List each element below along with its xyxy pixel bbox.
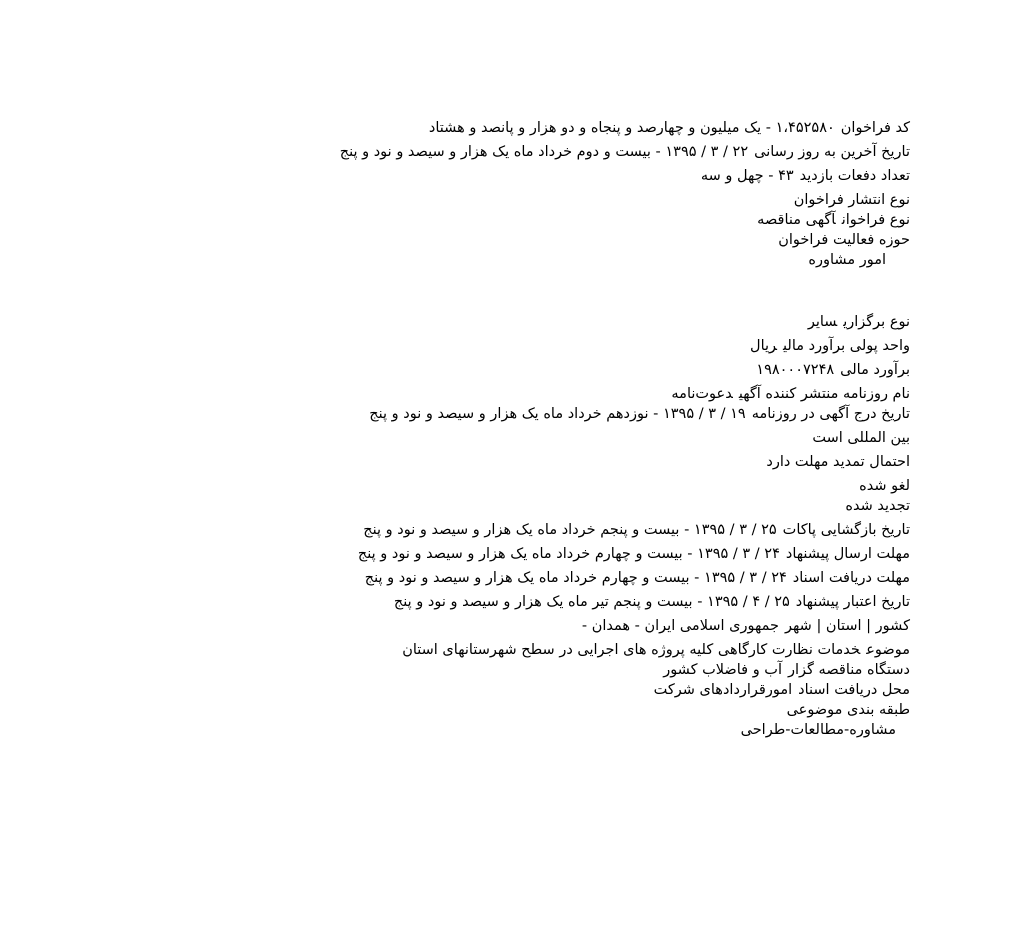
docs-place-row bbox=[190, 680, 910, 700]
international-row bbox=[190, 428, 910, 448]
organizer-value: آب و فاضلاب کشور bbox=[663, 662, 782, 678]
validity-row bbox=[190, 592, 910, 612]
extension-flag: احتمال تمدید مهلت دارد bbox=[766, 454, 910, 470]
docs-place-value: امورقراردادهای شرکت bbox=[653, 682, 793, 698]
currency-label: واحد پولی برآورد مالی bbox=[783, 338, 910, 354]
newspaper-date-row bbox=[190, 404, 910, 424]
subject-value: خدمات نظارت کارگاهی کلیه پروژه های اجرایی در سطح شهرستانهای استان bbox=[402, 642, 861, 658]
subject-row bbox=[190, 640, 910, 660]
extension-row bbox=[190, 452, 910, 472]
call-code-row bbox=[190, 118, 910, 138]
holding-type-label: نوع برگزاری bbox=[843, 314, 910, 330]
newspaper-date-value: ۱۹ / ۳ / ۱۳۹۵ - نوزدهم خرداد ماه یک هزار و سیصد و نود و پنج bbox=[369, 406, 746, 422]
opening-date-value: ۲۵ / ۳ / ۱۳۹۵ - بیست و پنجم خرداد ماه یک هزار و سیصد و نود و پنج bbox=[363, 522, 777, 538]
newspaper-value: دعوت‌نامه bbox=[671, 386, 733, 402]
call-type-row bbox=[190, 210, 910, 230]
publish-type-label: نوع انتشار فراخوان bbox=[793, 192, 910, 208]
holding-type-row bbox=[190, 312, 910, 332]
category-label: طبقه بندی موضوعی bbox=[786, 702, 910, 718]
estimate-value: ۱۹۸۰۰۰۷۲۴۸ bbox=[756, 362, 835, 378]
category-row bbox=[190, 700, 910, 720]
currency-row bbox=[190, 336, 910, 356]
location-row bbox=[190, 616, 910, 636]
publish-type-row bbox=[190, 190, 910, 210]
activity-field-label: حوزه فعالیت فراخوان bbox=[778, 232, 910, 248]
validity-value: ۲۵ / ۴ / ۱۳۹۵ - بیست و پنجم تیر ماه یک هزار و سیصد و نود و پنج bbox=[393, 594, 790, 610]
estimate-label: برآورد مالی bbox=[840, 362, 910, 378]
estimate-row bbox=[190, 360, 910, 380]
category-value-row bbox=[190, 720, 910, 740]
location-label: کشور | استان | شهر bbox=[785, 618, 910, 634]
call-type-value: آگهی مناقصه bbox=[757, 212, 836, 228]
opening-date-label: تاریخ بازگشایی پاکات bbox=[782, 522, 910, 538]
section-spacer bbox=[190, 270, 910, 312]
last-update-label: تاریخ آخرین به روز رسانی bbox=[754, 144, 910, 160]
visits-value: ۴۳ - چهل و سه bbox=[700, 168, 794, 184]
call-code-value: ۱،۴۵۲۵۸۰ - یک میلیون و چهارصد و پنجاه و دو هزار و پانصد و هشتاد bbox=[428, 120, 835, 136]
submit-deadline-label: مهلت ارسال پیشنهاد bbox=[785, 546, 910, 562]
cancelled-row bbox=[190, 476, 910, 496]
docs-deadline-row bbox=[190, 568, 910, 588]
holding-type-value: سایر bbox=[807, 314, 838, 330]
validity-label: تاریخ اعتبار پیشنهاد bbox=[795, 594, 910, 610]
subject-label: موضوع bbox=[866, 642, 910, 658]
last-update-value: ۲۲ / ۳ / ۱۳۹۵ - بیست و دوم خرداد ماه یک هزار و سیصد و نود و پنج bbox=[339, 144, 749, 160]
category-value: مشاوره-مطالعات-طراحی bbox=[740, 722, 896, 738]
docs-place-label: محل دریافت اسناد bbox=[798, 682, 910, 698]
activity-field-value: امور مشاوره bbox=[808, 252, 886, 268]
newspaper-row bbox=[190, 384, 910, 404]
currency-value: ریال bbox=[750, 338, 778, 354]
tender-details bbox=[190, 118, 910, 740]
renewed-row bbox=[190, 496, 910, 516]
visits-label: تعداد دفعات بازدید bbox=[799, 168, 910, 184]
newspaper-label: نام روزنامه منتشر کننده آگهی bbox=[738, 386, 910, 402]
call-type-label: نوع فراخوان bbox=[841, 212, 910, 228]
international-flag: بین المللی است bbox=[812, 430, 910, 446]
submit-deadline-row bbox=[190, 544, 910, 564]
docs-deadline-value: ۲۴ / ۳ / ۱۳۹۵ - بیست و چهارم خرداد ماه یک هزار و سیصد و نود و پنج bbox=[364, 570, 787, 586]
docs-deadline-label: مهلت دریافت اسناد bbox=[792, 570, 910, 586]
visits-row bbox=[190, 166, 910, 186]
organizer-label: دستگاه مناقصه گزار bbox=[788, 662, 910, 678]
organizer-row bbox=[190, 660, 910, 680]
activity-field-row bbox=[190, 230, 910, 250]
submit-deadline-value: ۲۴ / ۳ / ۱۳۹۵ - بیست و چهارم خرداد ماه یک هزار و سیصد و نود و پنج bbox=[357, 546, 780, 562]
newspaper-date-label: تاریخ درج آگهی در روزنامه bbox=[751, 406, 910, 422]
cancelled-flag: لغو شده bbox=[859, 478, 910, 494]
opening-date-row bbox=[190, 520, 910, 540]
location-value: جمهوری اسلامی ایران - همدان - bbox=[581, 618, 779, 634]
call-code-label: کد فراخوان bbox=[840, 120, 910, 136]
renewed-flag: تجدید شده bbox=[845, 498, 910, 514]
activity-field-value-row bbox=[190, 250, 910, 270]
last-update-row bbox=[190, 142, 910, 162]
